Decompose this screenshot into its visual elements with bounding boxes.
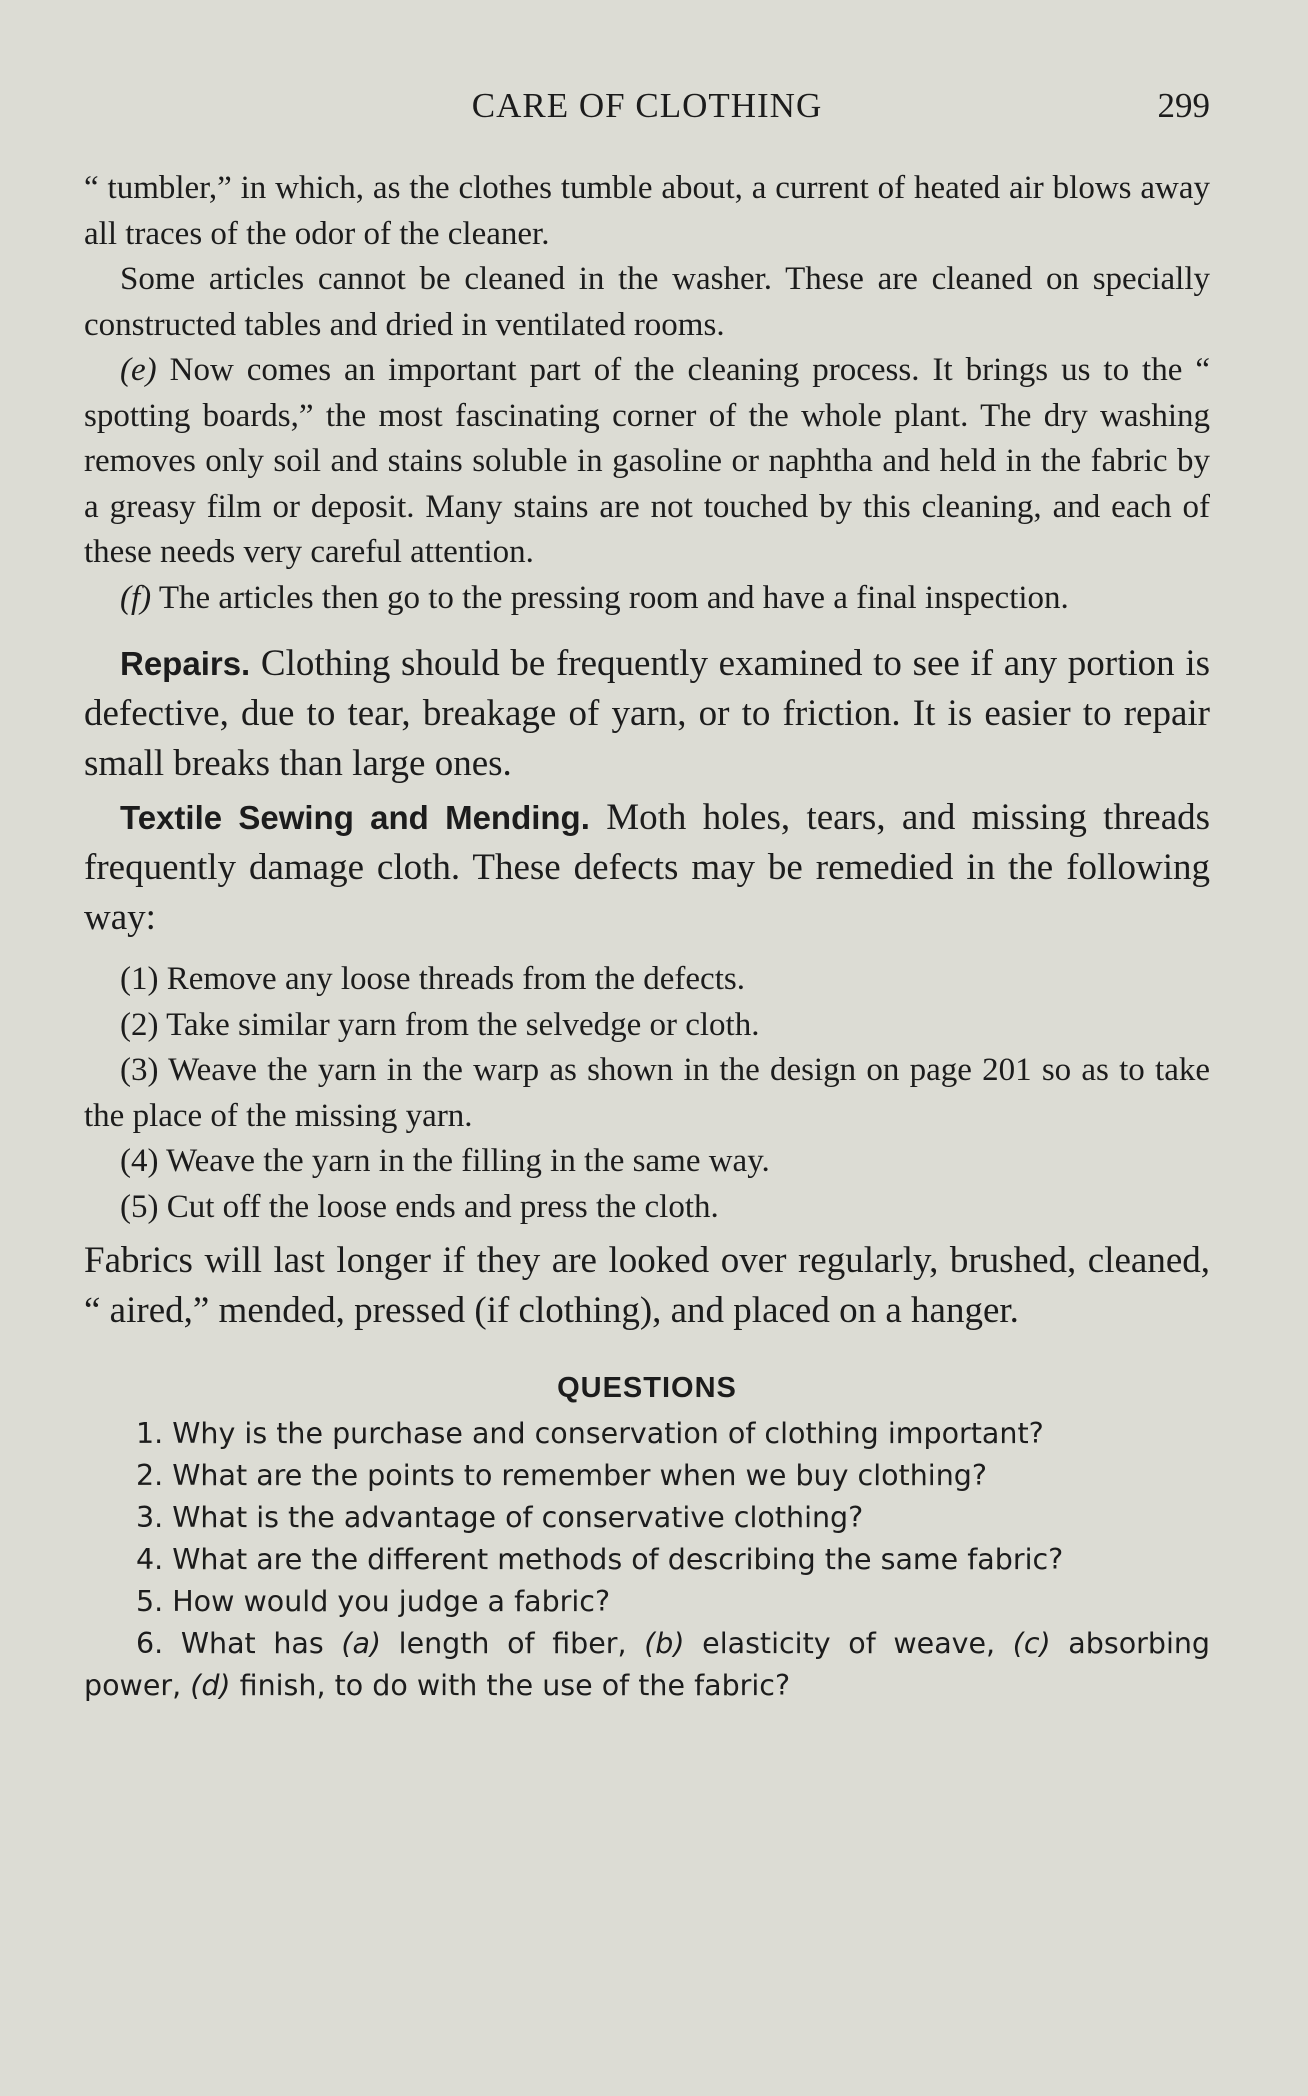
question-item: 2. What are the points to remember when we buy clothing? [136,1459,987,1492]
running-head: CARE OF CLOTHING [471,86,823,125]
mending-steps [84,957,1210,1230]
list-item: (4) Weave the yarn in the filling in the same way. [120,1143,770,1179]
repairs-heading: Repairs. [120,645,251,682]
mending-heading: Textile Sewing and Mending. [120,799,590,836]
paragraph-pressing-text: The articles then go to the pressing room and have a final inspection. [158,579,1069,616]
paragraph-repairs [84,639,1210,789]
page-header [84,86,1210,132]
page-body [84,166,1210,1707]
step-label-e: (e) [120,352,157,388]
list-item: (2) Take similar yarn from the selvedge or cloth. [120,1006,760,1043]
questions-heading: QUESTIONS [557,1372,737,1404]
page-number: 299 [1157,86,1210,125]
paragraph-closing: Fabrics will last longer if they are looked over regularly, brushed, cleaned, “ aired,” mended, pressed (if clothing), and placed on a hanger. [84,1240,1210,1331]
questions-list [84,1413,1210,1707]
step-label-f: (f) [120,579,152,616]
question-item [84,1623,1210,1707]
list-item: (1) Remove any loose threads from the defects. [120,961,745,997]
list-item: (5) Cut off the loose ends and press the cloth. [120,1188,719,1225]
question-item: 5. How would you judge a fabric? [136,1585,611,1618]
question-item: 1. Why is the purchase and conservation of clothing important? [136,1417,1044,1450]
q6-label-b: (b) [644,1627,685,1660]
q6-text-d: finish, to do with the use of the fabric? [239,1669,791,1702]
q6-label-c: (c) [1012,1627,1051,1660]
question-item: 3. What is the advantage of conservative clothing? [136,1501,864,1534]
q6-text-a: length of fiber, [398,1627,627,1660]
paragraph-mending [84,793,1210,943]
list-item: (3) Weave the yarn in the warp as shown in the design on page 201 so as to take the place of the missing yarn. [84,1052,1210,1134]
q6-label-a: (a) [341,1627,382,1660]
q6-lead: What has [180,1627,324,1660]
paragraph-pressing [84,576,1210,622]
q6-label-d: (d) [190,1669,231,1702]
mending-text: Moth holes, tears, and missing threads frequently damage cloth. These defects may be remedied in the following way: [84,797,1211,938]
paragraph-tumbler: “ tumbler,” in which, as the clothes tumble about, a current of heated air blows away all traces of the odor of the cleaner. [84,170,1210,252]
paragraph-articles: Some articles cannot be cleaned in the washer. These are cleaned on specially constructed tables and dried in ventilated rooms. [84,261,1210,343]
question-item: 4. What are the different methods of describing the same fabric? [136,1543,1064,1576]
paragraph-spotting-text: Now comes an important part of the cleaning process. It brings us to the “ spotting boards,” the most fascinating corner of the whole plant. The dry washing removes only soil and stains soluble in gasoline or naphtha and held in the fabric by a greasy film or deposit. Many stains are not touched by this cleaning, and each of these needs very careful attention. [84,352,1210,570]
repairs-text: Clothing should be frequently examined to see if any portion is defective, due to tear, breakage of yarn, or to friction. It is easier to repair small breaks than large ones. [84,643,1210,784]
q6-text-b: elasticity of weave, [702,1627,996,1660]
q6-text-c: absorbing power, [84,1627,1211,1702]
q6-number: 6. [136,1627,164,1660]
paragraph-spotting [84,348,1210,576]
